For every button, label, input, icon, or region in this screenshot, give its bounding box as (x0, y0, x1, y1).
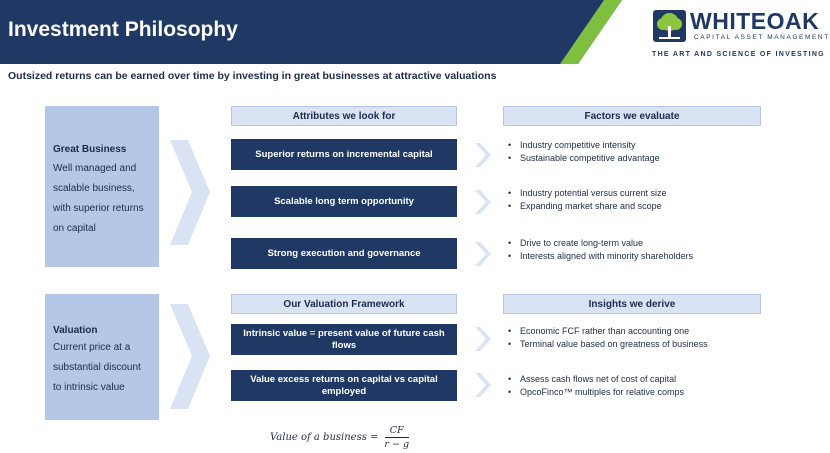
formula-lhs: Value of a business = (270, 432, 379, 443)
factor-list-3 (508, 237, 768, 263)
list-item: • OpcoFinco™ multiples for relative comps (508, 386, 768, 399)
factor-list-2 (508, 187, 768, 213)
list-item: • Economic FCF rather than accounting one (508, 325, 768, 338)
insights-header: Insights we derive (503, 294, 761, 314)
great-business-description: Well managed and scalable business, with superior returns on capital (53, 163, 144, 234)
page-title: Investment Philosophy (8, 18, 238, 41)
formula-numerator: CF (385, 425, 409, 438)
list-item: • Industry competitive intensity (508, 139, 768, 152)
framework-box-2: Value excess returns on capital vs capital employed (231, 370, 457, 401)
logo-wordmark: WHITEOAK (690, 8, 820, 34)
insight-list-1 (508, 325, 768, 351)
small-chevron-icon (475, 190, 491, 214)
list-item: • Expanding market share and scope (508, 200, 768, 213)
great-business-title: Great Business (53, 144, 127, 155)
list-item: • Interests aligned with minority shareholders (508, 250, 768, 263)
list-item: • Terminal value based on greatness of business (508, 338, 768, 351)
header-bar (0, 0, 830, 64)
valuation-formula (270, 425, 409, 450)
formula-denominator: r − g (384, 439, 410, 450)
list-item: • Industry potential versus current size (508, 187, 768, 200)
small-chevron-icon (475, 242, 491, 266)
attribute-box-3: Strong execution and governance (231, 238, 457, 269)
small-chevron-icon (475, 327, 491, 351)
factor-list-1 (508, 139, 768, 165)
list-item: • Assess cash flows net of cost of capital (508, 373, 768, 386)
formula-fraction (384, 425, 409, 450)
slide-subtitle: Outsized returns can be earned over time by investing in great businesses at attractive valuations (8, 70, 497, 82)
valuation-framework-header: Our Valuation Framework (231, 294, 457, 314)
logo-motto: THE ART AND SCIENCE OF INVESTING (652, 51, 825, 58)
insight-list-2 (508, 373, 768, 399)
attribute-box-2: Scalable long term opportunity (231, 186, 457, 217)
attribute-box-1: Superior returns on incremental capital (231, 139, 457, 170)
small-chevron-icon (475, 143, 491, 167)
oak-tree-icon (653, 10, 686, 42)
chevron-right-icon (170, 140, 210, 245)
list-item: • Sustainable competitive advantage (508, 152, 768, 165)
small-chevron-icon (475, 373, 491, 397)
valuation-description: Current price at a substantial discount to intrinsic value (53, 342, 141, 393)
great-business-box (45, 106, 159, 267)
list-item: • Drive to create long-term value (508, 237, 768, 250)
factors-header: Factors we evaluate (503, 106, 761, 126)
attributes-header: Attributes we look for (231, 106, 457, 126)
logo-tagline: CAPITAL ASSET MANAGEMENT (694, 34, 830, 41)
valuation-box (45, 294, 159, 420)
framework-box-1: Intrinsic value = present value of future cash flows (231, 324, 457, 355)
valuation-title: Valuation (53, 325, 98, 336)
chevron-right-icon (170, 304, 210, 409)
